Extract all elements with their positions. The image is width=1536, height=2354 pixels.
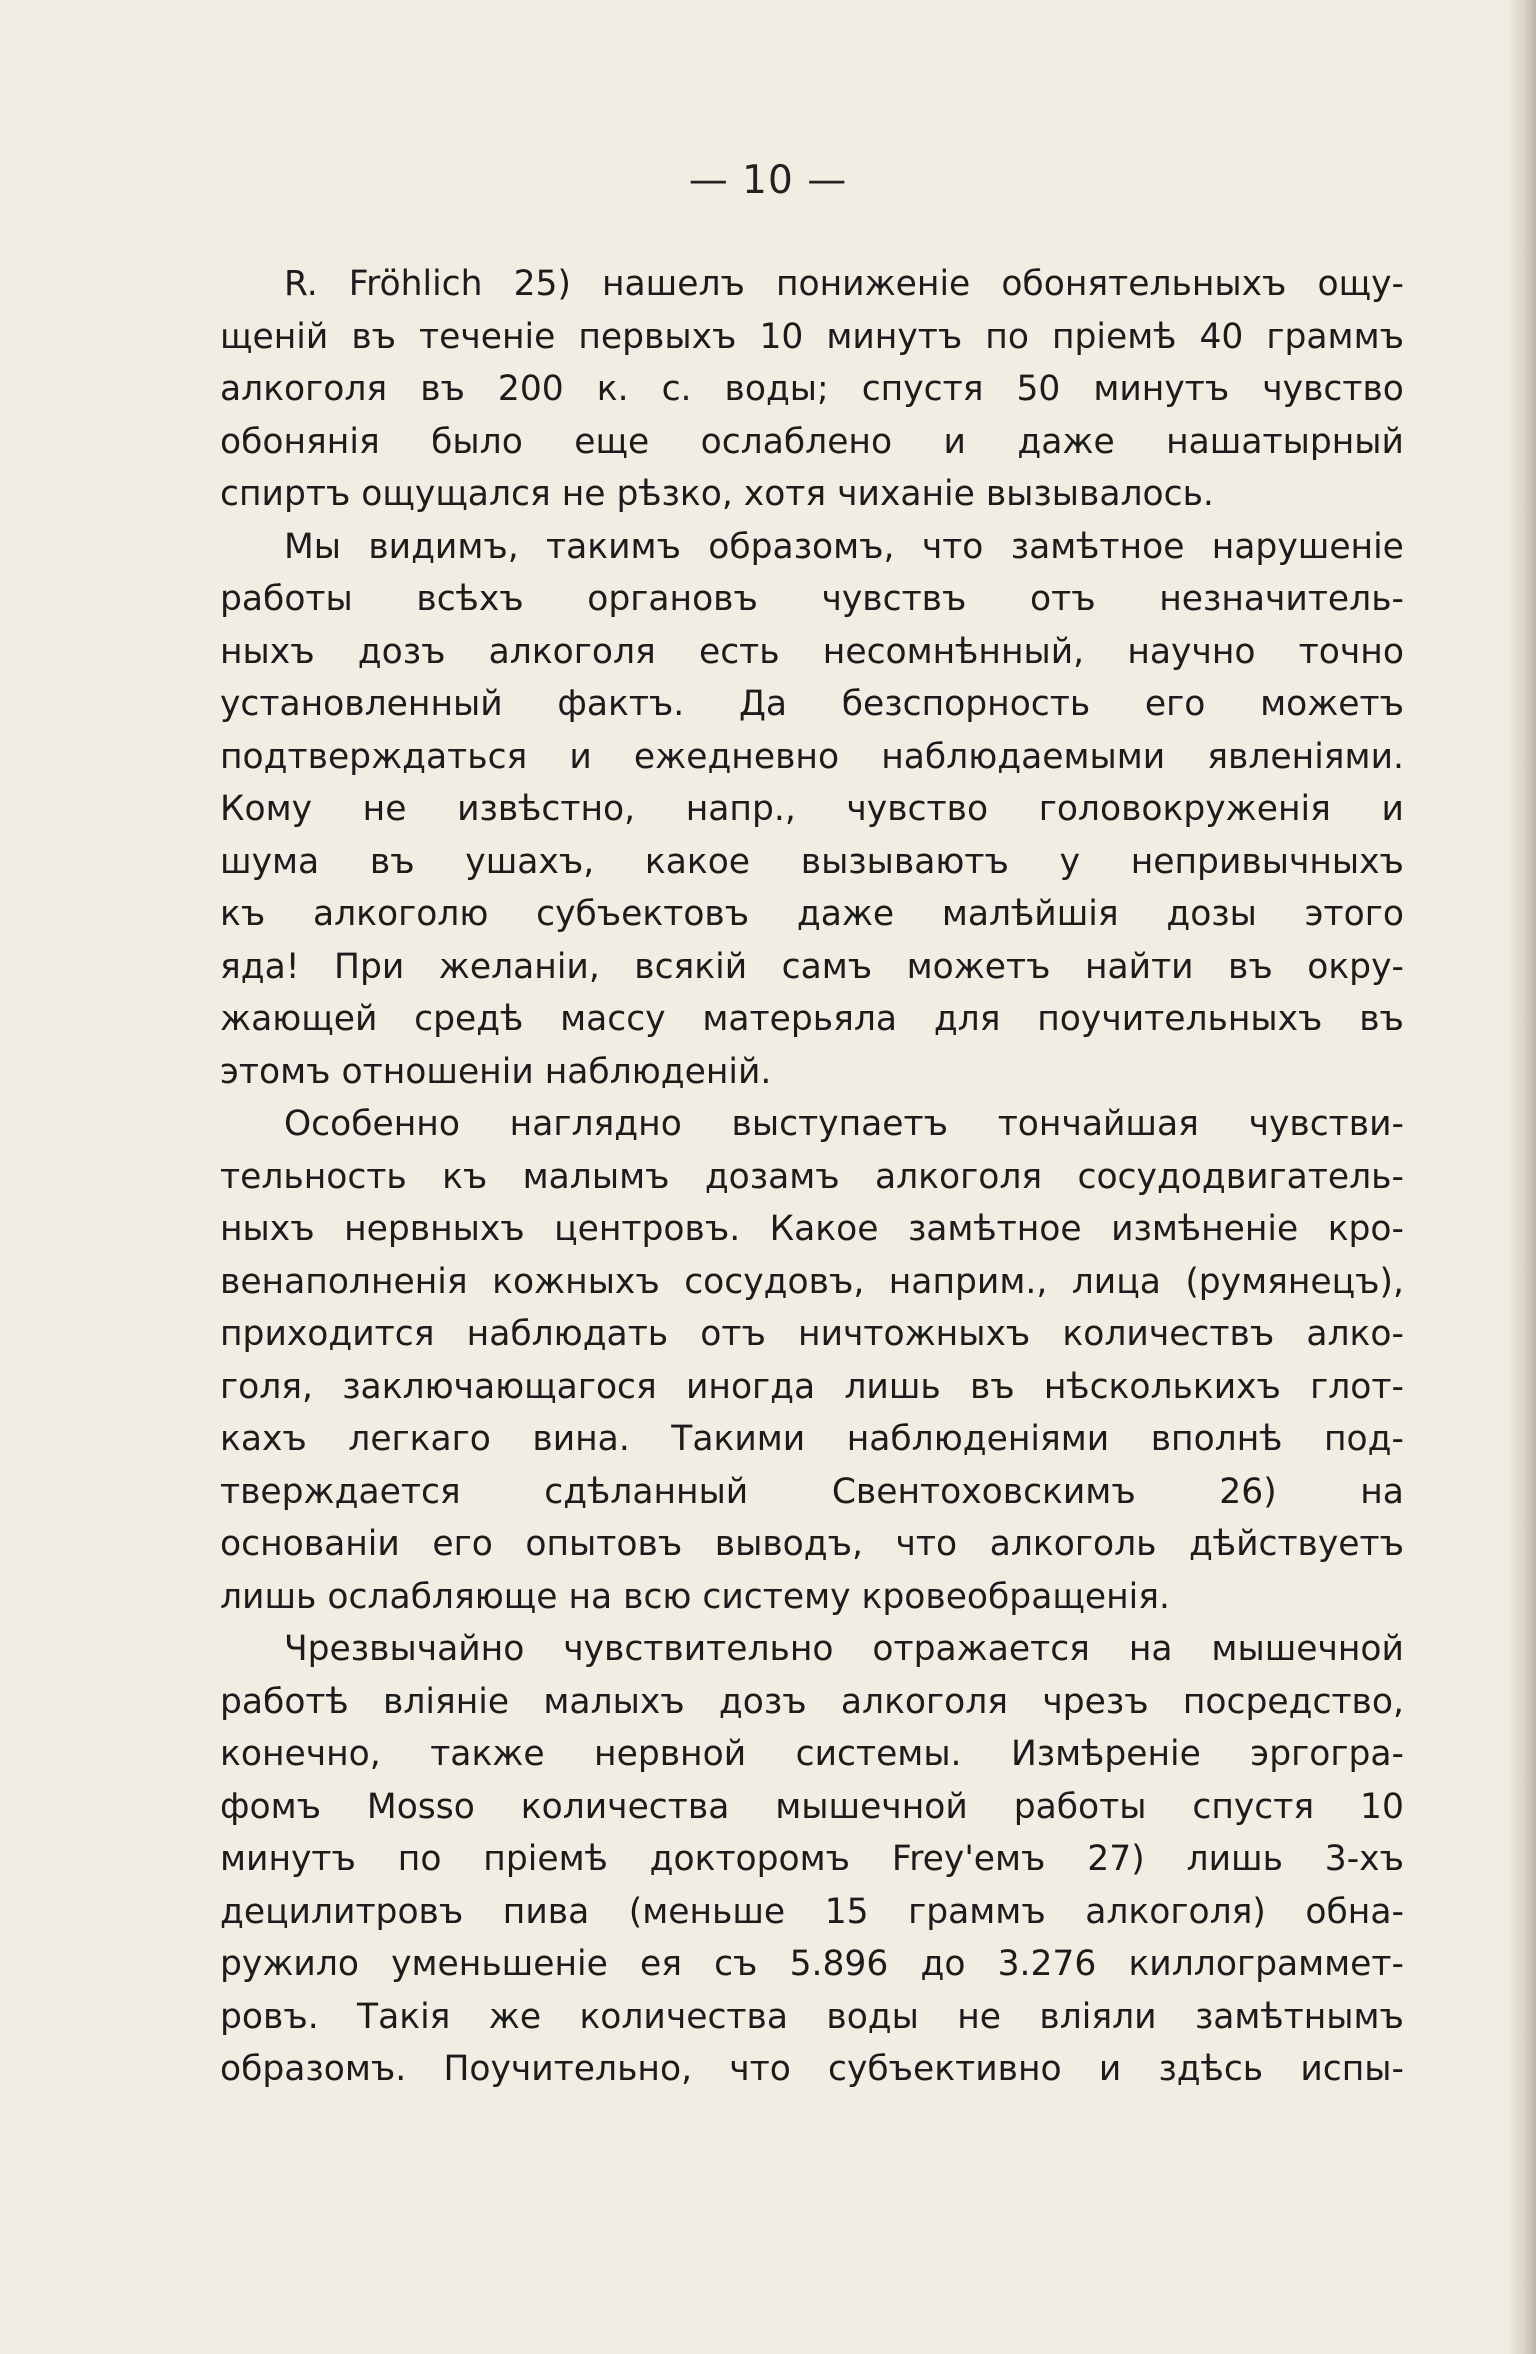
text-line: къ алкоголю субъектовъ даже малѣйшія дозы этого [220,894,1404,934]
text-line: венаполненія кожныхъ сосудовъ, наприм., лица (румянецъ), [220,1261,1404,1302]
text-line: ныхъ дозъ алкоголя есть несомнѣнный, научно точно [220,631,1404,672]
text-line: приходится наблюдать отъ ничтожныхъ количествъ алко- [220,1314,1404,1354]
text-line: работѣ вліяніе малыхъ дозъ алкоголя чрезъ посредство, [220,1681,1404,1722]
text-line: ружило уменьшеніе ея съ 5.896 до 3.276 киллограммет- [220,1944,1404,1984]
text-line: подтверждаться и ежедневно наблюдаемыми явленіями. [220,736,1404,777]
text-line: образомъ. Поучительно, что субъективно и здѣсь испы- [220,2049,1404,2089]
text-line: Чрезвычайно чувствительно отражается на мышечной [284,1629,1404,1669]
text-line: минутъ по пріемѣ докторомъ Frey'емъ 27) лишь 3-хъ [220,1839,1404,1879]
text-line: спиртъ ощущался не рѣзко, хотя чиханіе вызывалось. [220,474,1214,514]
text-line: щеній въ теченіе первыхъ 10 минутъ по пріемѣ 40 граммъ [220,316,1404,357]
text-line: Особенно наглядно выступаетъ тончайшая чувстви- [284,1104,1404,1144]
text-line: яда! При желаніи, всякій самъ можетъ найти въ окру- [220,946,1404,987]
text-line: жающей средѣ массу матерьяла для поучительныхъ въ [220,999,1404,1039]
text-line: Кому не извѣстно, напр., чувство головокруженія и [220,789,1404,829]
text-line: работы всѣхъ органовъ чувствъ отъ незначитель- [220,579,1404,619]
text-line: ныхъ нервныхъ центровъ. Какое замѣтное измѣненіе кро- [220,1209,1404,1249]
text-line: голя, заключающагося иногда лишь въ нѣсколькихъ глот- [220,1366,1404,1407]
text-line: обонянія было еще ослаблено и даже нашатырный [220,421,1404,462]
text-line: шума въ ушахъ, какое вызываютъ у непривычныхъ [220,841,1404,882]
text-line: лишь ослабляюще на всю систему кровеобращенія. [220,1576,1170,1617]
body-text [220,258,1404,2096]
page-edge-shadow [1510,0,1536,2354]
text-line: фомъ Mosso количества мышечной работы спустя 10 [220,1786,1404,1827]
text-line: этомъ отношеніи наблюденій. [220,1051,772,1092]
text-line: кахъ легкаго вина. Такими наблюденіями вполнѣ под- [220,1419,1404,1459]
text-line: тельность къ малымъ дозамъ алкоголя сосудодвигатель- [220,1156,1404,1197]
text-line: установленный фактъ. Да безспорность его можетъ [220,684,1404,724]
text-line: Мы видимъ, такимъ образомъ, что замѣтное нарушеніе [284,526,1404,567]
text-line: ровъ. Такія же количества воды не вліяли замѣтнымъ [220,1996,1404,2037]
text-line: основаніи его опытовъ выводъ, что алкоголь дѣйствуетъ [220,1524,1404,1564]
text-line: децилитровъ пива (меньше 15 граммъ алкоголя) обна- [220,1891,1404,1932]
text-line: тверждается сдѣланный Свентоховскимъ 26) на [220,1471,1404,1512]
text-line: конечно, также нервной системы. Измѣреніе эргогра- [220,1734,1404,1774]
text-line: R. Fröhlich 25) нашелъ пониженіе обонятельныхъ ощу- [284,264,1404,304]
page-number: — 10 — [688,158,848,203]
text-line: алкоголя въ 200 к. с. воды; спустя 50 минутъ чувство [220,369,1404,409]
